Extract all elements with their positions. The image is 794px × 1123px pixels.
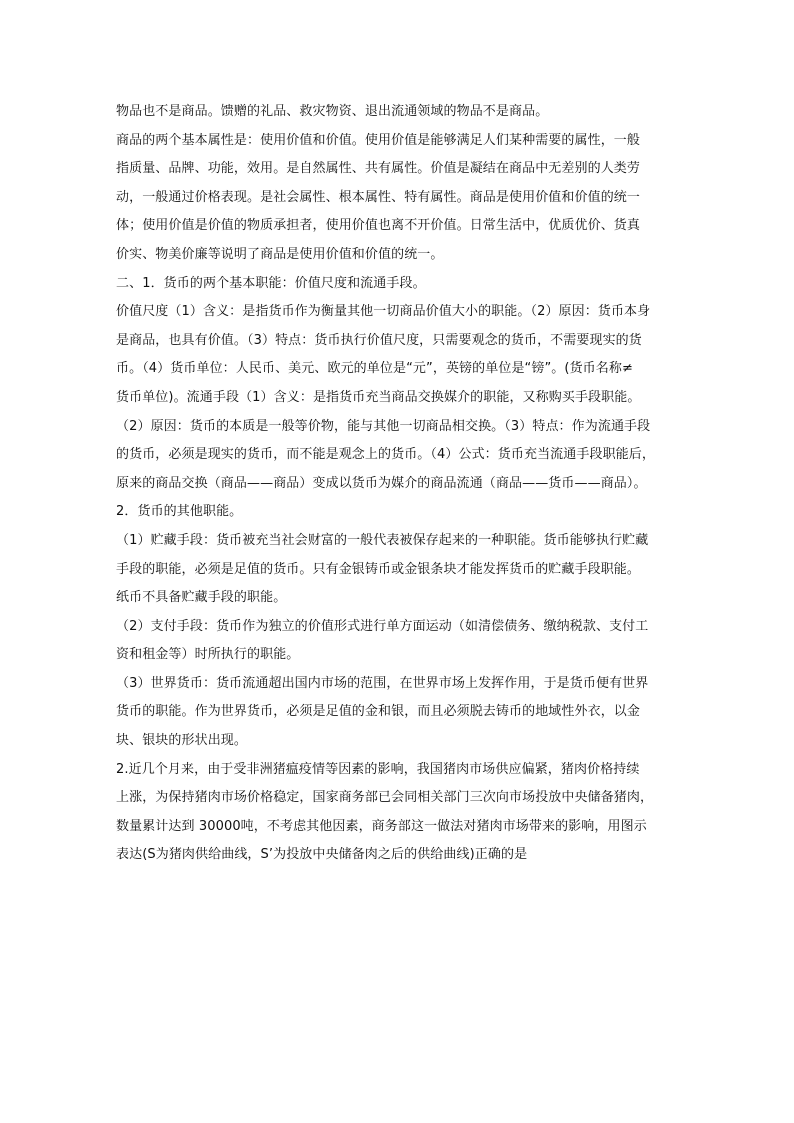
text-line: （2）原因：货币的本质是一般等价物，能与其他一切商品相交换。（3）特点：作为流通手段 (116, 418, 651, 434)
text-line: 物品也不是商品。馈赠的礼品、救灾物资、退出流通领域的物品不是商品。 (116, 104, 549, 119)
section-heading: 二、1．货币的两个基本职能：价值尺度和流通手段。 (116, 275, 426, 291)
text-line: 商品的两个基本属性是：使用价值和价值。使用价值是能够满足人们某种需要的属性，一般 (116, 132, 641, 148)
text-line: 纸币不具备贮藏手段的职能。 (116, 590, 287, 606)
text-line: 的货币，必须是现实的货币，而不能是观念上的货币。（4）公式：货币充当流通手段职能后， (116, 447, 655, 463)
question-line: 上涨，为保持猪肉市场价格稳定，国家商务部已会同相关部门三次向市场投放中央储备猪肉， (116, 790, 654, 806)
text-line: 资和租金等）时所执行的职能。 (116, 647, 300, 663)
text-line: 指质量、品牌、功能，效用。是自然属性、共有属性。价值是凝结在商品中无差别的人类劳 (116, 161, 641, 177)
text-line: 块、银块的形状出现。 (116, 733, 248, 749)
text-line: 动，一般通过价格表现。是社会属性、根本属性、特有属性。商品是使用价值和价值的统一 (116, 189, 641, 205)
text-line: 价值尺度（1）含义：是指货币作为衡量其他一切商品价值大小的职能。（2）原因：货币本身 (116, 304, 651, 320)
text-line: 手段的职能，必须是足值的货币。只有金银铸币或金银条块才能发挥货币的贮藏手段职能。 (116, 561, 641, 577)
text-line: 币。（4）货币单位：人民币、美元、欧元的单位是“元”，英镑的单位是“镑”。(货币名称≠ (116, 361, 633, 377)
text-line: 价实、物美价廉等说明了商品是使用价值和价值的统一。 (116, 246, 444, 262)
question-line: 数量累计达到 30000吨，不考虑其他因素，商务部这一做法对猪肉市场带来的影响，用图示 (116, 818, 647, 834)
text-line: 货币的职能。作为世界货币，必须是足值的金和银，而且必须脱去铸币的地域性外衣，以金 (116, 704, 641, 720)
text-line: 是商品，也具有价值。（3）特点：货币执行价值尺度，只需要观念的货币，不需要现实的货 (116, 332, 642, 348)
question-line: 表达(S为猪肉供给曲线，S’为投放中央储备肉之后的供给曲线)正确的是 (116, 847, 528, 863)
question-line: 2.近几个月来，由于受非洲猪瘟疫情等因素的影响，我国猪肉市场供应偏紧，猪肉价格持续 (116, 761, 640, 777)
section-heading: 2．货币的其他职能。 (116, 504, 243, 520)
text-line: 体；使用价值是价值的物质承担者，使用价值也离不开价值。日常生活中，优质优价、货真 (116, 218, 641, 234)
text-line: 原来的商品交换（商品——商品）变成以货币为媒介的商品流通（商品——货币——商品）。 (116, 475, 647, 491)
text-line: （3）世界货币：货币流通超出国内市场的范围，在世界市场上发挥作用，于是货币便有世界 (116, 675, 649, 691)
text-line: （1）贮藏手段：货币被充当社会财富的一般代表被保存起来的一种职能。货币能够执行贮藏 (116, 532, 649, 548)
text-line: （2）支付手段：货币作为独立的价值形式进行单方面运动（如清偿债务、缴纳税款、支付工 (116, 618, 649, 634)
document-body (116, 98, 686, 870)
text-line: 货币单位)。流通手段（1）含义：是指货币充当商品交换媒介的职能，又称购买手段职能。 (116, 389, 641, 405)
